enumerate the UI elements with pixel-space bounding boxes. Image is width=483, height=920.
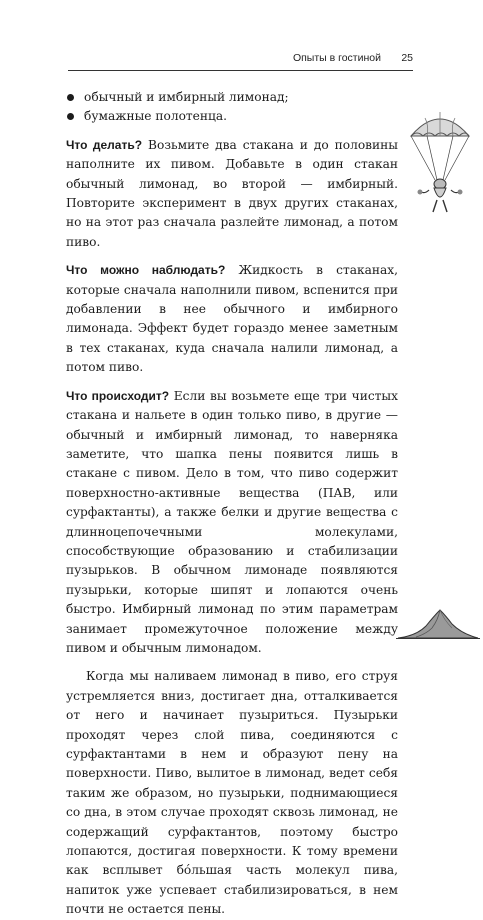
what-happens-heading: Что происходит? (66, 388, 170, 403)
page-body (66, 88, 398, 920)
what-to-observe-heading: Что можно наблюдать? (66, 263, 226, 278)
what-happens-text: Если вы возьмете еще три чистых стакана и нальете в один только пиво, в другие — обычный и имбирный лимонад, то наверняка заметите, что шапка пены появится лишь в стакане с пивом. Дело в том, что пиво содержит поверхностно-активные вещества (ПАВ, или сурфактанты), а также белки и другие вещества с длинноцепочечными молекулами, способствующие образованию и стабилизации пузырьков. В обычном лимонаде появляются пузырьки, которые шипят и лопаются очень быстро. Имбирный лимонад по этим параметрам занимает промежуточное положение между пивом и обычным лимонадом. (66, 388, 398, 655)
materials-list (66, 88, 398, 127)
list-item: обычный и имбирный лимонад; (66, 88, 398, 107)
mountain-icon (396, 606, 480, 640)
list-item: бумажные полотенца. (66, 107, 398, 126)
body-paragraph: Когда мы наливаем лимонад в пиво, его струя устремляется вниз, достигает дна, отталкивается от него и начинает пузыриться. Пузырьки проходят через слой пива, соединяются с сурфактантами в нем и образуют пену на поверхности. Пиво, вылитое в лимонад, ведет себя таким же образом, но пузырьки, поднимающиеся со дна, в этом случае проходят сквозь лимонад, не содержащий сурфактантов, поэтому быстро лопаются, достигая поверхности. К тому времени как всплывет бóльшая часть молекул пива, напиток уже успевает стабилизироваться, в нем почти не остается пены. (66, 669, 398, 917)
parachute-icon (405, 108, 475, 228)
running-header (68, 48, 413, 71)
chapter-title: Опыты в гостиной (292, 52, 381, 64)
what-to-observe-paragraph (66, 261, 398, 377)
what-to-do-text: Возьмите два стакана и до половины наполните их пивом. Добавьте в один стакан обычный лимонад, во второй — имбирный. Повторите эксперимент в двух других стаканах, но на этот раз сначала разлейте лимонад, а потом пиво. (66, 137, 398, 249)
what-to-do-heading: Что делать? (66, 137, 143, 152)
what-happens-paragraph (66, 387, 398, 659)
what-to-observe-text: Жидкость в стаканах, которые сначала наполнили пивом, вспенится при добавлении в нее обычного и имбирного лимонада. Эффект будет гораздо менее заметным в тех стаканах, куда сначала налили лимонад, а потом пиво. (66, 263, 398, 375)
what-to-do-paragraph (66, 136, 398, 252)
page-number: 25 (401, 52, 413, 64)
